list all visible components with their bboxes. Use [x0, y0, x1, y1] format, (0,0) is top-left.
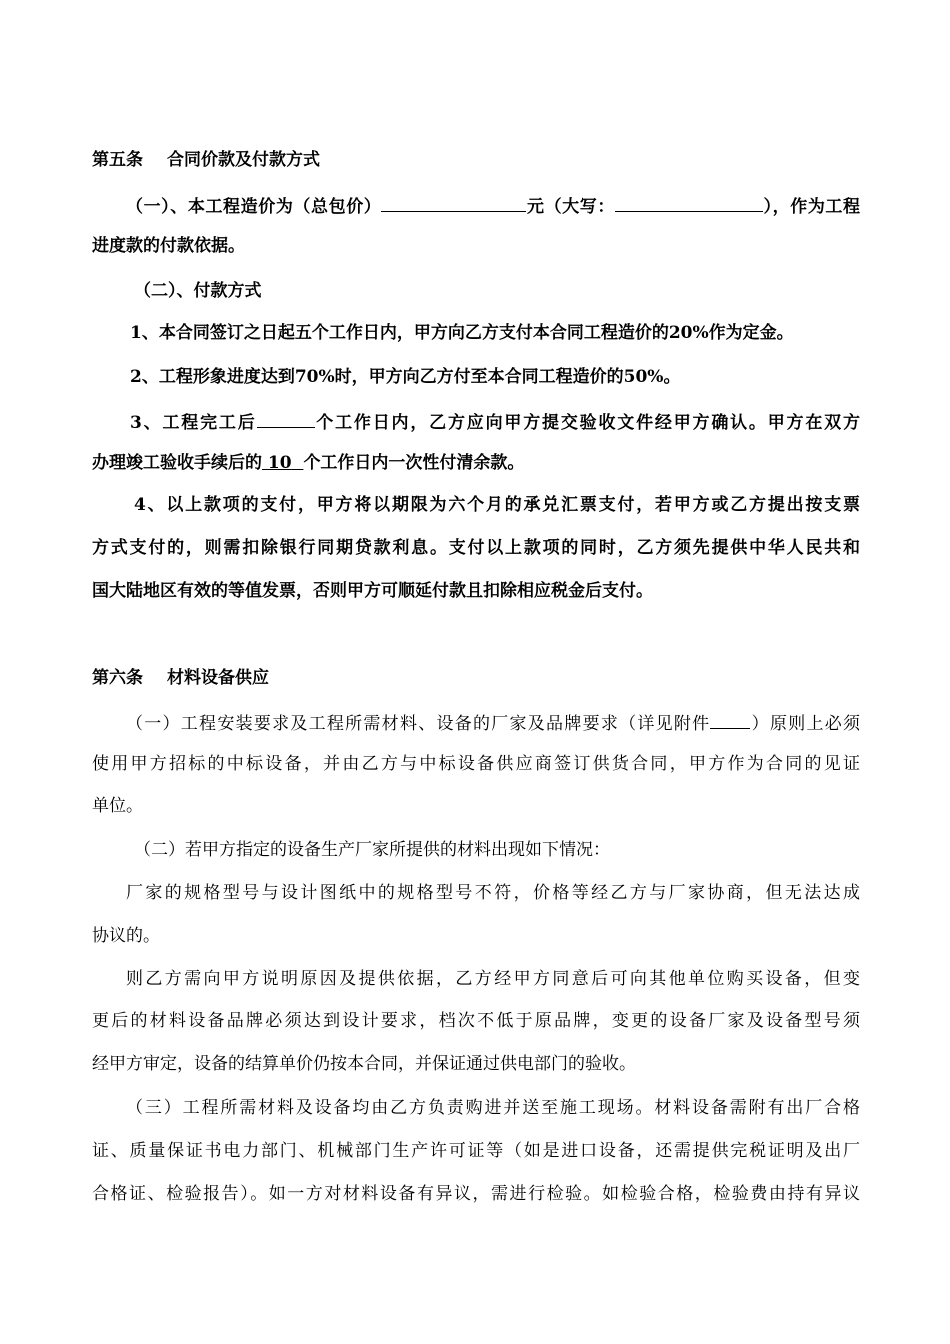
payment-item-4-line-1: 4、以上款项的支付，甲方将以期限为六个月的承兑汇票支付，若甲方或乙方提出按支票: [134, 495, 860, 515]
clause-5-1-line-1: （一）、本工程造价为（总包价） 元（大写： ），作为工程: [126, 194, 860, 214]
clause-6-3-line-2: 证、质量保证书电力部门、机械部门生产许可证等（如是进口设备，还需提供完税证明及出厂: [92, 1141, 860, 1161]
payment-item-4-line-2: 方式支付的，则需扣除银行同期贷款利息。支付以上款项的同时，乙方须先提供中华人民共和: [92, 538, 860, 558]
clause-6-2-para-2-line-1: 则乙方需向甲方说明原因及提供依据，乙方经甲方同意后可向其他单位购买设备，但变: [126, 969, 860, 989]
annex-blank: [710, 711, 750, 729]
clause-6-1-line-2: 使用甲方招标的中标设备，并由乙方与中标设备供应商签订供货合同，甲方作为合同的见证: [92, 754, 860, 774]
article-title: 合同价款及付款方式: [167, 150, 320, 170]
price-words-blank: [615, 194, 763, 212]
payment-item-3-line-2: 办理竣工验收手续后的 10 个工作日内一次性付清余款。: [92, 453, 525, 473]
payment-item-2: 2、工程形象进度达到70%时，甲方向乙方付至本合同工程造价的50%。: [130, 367, 681, 387]
clause-6-2-para-1-line-1: 厂家的规格型号与设计图纸中的规格型号不符，价格等经乙方与厂家协商，但无法达成: [126, 883, 860, 903]
payment-item-3-line-1: 3、工程完工后 个工作日内，乙方应向甲方提交验收文件经甲方确认。甲方在双方: [130, 410, 860, 430]
article-6-heading: [92, 668, 860, 688]
article-number: 第五条: [92, 150, 143, 170]
days-value: 10: [267, 453, 292, 473]
clause-6-2-para-1-line-2: 协议的。: [92, 926, 160, 946]
clause-6-3-line-3: 合格证、检验报告）。如一方对材料设备有异议，需进行检验。如检验合格，检验费由持有异议: [92, 1184, 860, 1204]
price-blank: [381, 194, 526, 212]
article-5-heading: [92, 150, 860, 170]
payment-item-4-line-3: 国大陆地区有效的等值发票，否则甲方可顺延付款且扣除相应税金后支付。: [92, 581, 653, 601]
days-blank: [257, 410, 315, 428]
clause-6-2-para-2-line-2: 更后的材料设备品牌必须达到设计要求，档次不低于原品牌，变更的设备厂家及设备型号须: [92, 1011, 860, 1031]
clause-6-2: （二）若甲方指定的设备生产厂家所提供的材料出现如下情况：: [134, 840, 610, 860]
payment-item-1: 1、本合同签订之日起五个工作日内，甲方向乙方支付本合同工程造价的20%作为定金。: [130, 323, 794, 343]
article-number: 第六条: [92, 668, 143, 688]
clause-6-3-line-1: （三）工程所需材料及设备均由乙方负责购进并送至施工现场。材料设备需附有出厂合格: [126, 1098, 860, 1118]
clause-5-2: （二）、付款方式: [134, 281, 262, 301]
clause-6-2-para-2-line-3: 经甲方审定，设备的结算单价仍按本合同，并保证通过供电部门的验收。: [92, 1054, 636, 1074]
article-title: 材料设备供应: [167, 668, 269, 688]
clause-6-1-line-1: （一）工程安装要求及工程所需材料、设备的厂家及品牌要求（详见附件 ）原则上必须: [126, 711, 860, 731]
clause-6-1-line-3: 单位。: [92, 796, 143, 816]
clause-5-1-line-2: 进度款的付款依据。: [92, 236, 245, 256]
